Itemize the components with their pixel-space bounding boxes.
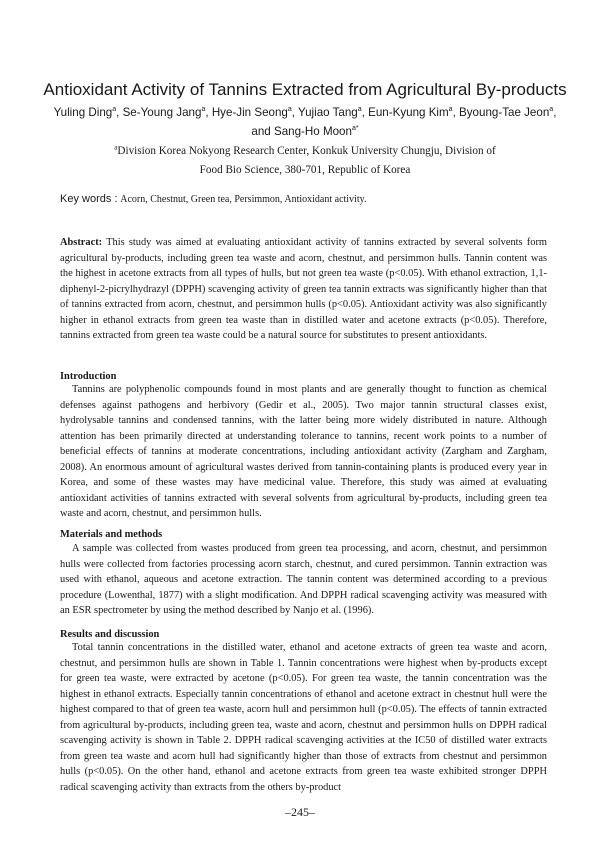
author: Hye-Jin Seong$^a$,	[211, 106, 298, 119]
author: Yuling Ding$^a$,	[53, 106, 123, 119]
author: Eun-Kyung Kim$^a$,	[368, 106, 460, 119]
abstract-text: This study was aimed at evaluating antioxidant activity of tannins extracted by several solvents form agricultural by-products, including green tea waste and acorn, chestnut, and persimmon hulls. Tannin content was the highest in acetone extracts from all types of hulls, but not green tea waste (p<0.05). With ethanol extraction, 1,1-diphenyl-2-picrylhydrazyl (DPPH) scavenging activity of green tea tannin extracts was significantly higher than that of tannins extracted from acorn, chestnut, and persimmon hulls (p<0.05). Antioxidant activity was also significantly higher in ethanol extracts from green tea waste than in distilled water and acetone extracts (p<0.05). Therefore, tannins extracted from green tea waste could be a natural source for substitutes to present antioxidants.	[60, 237, 547, 342]
keywords-text: Acorn, Chestnut, Green tea, Persimmon, Antioxidant activity.	[120, 194, 367, 205]
author: and Sang-Ho Moon$^{a*}$	[251, 125, 359, 138]
affiliation	[90, 142, 520, 180]
author-list	[40, 103, 570, 141]
author: Yujiao Tang$^a$,	[298, 106, 369, 119]
affiliation-line: Division Korea Nokyong Research Center, Konkuk University Chungju, Division of	[117, 145, 496, 157]
section-heading: Results and discussion	[60, 629, 160, 640]
section-heading: Introduction	[60, 371, 117, 382]
author: Byoung-Tae Jeon$^a$,	[459, 106, 557, 119]
methods-section	[60, 541, 547, 619]
abstract-label: Abstract:	[60, 237, 103, 248]
paper-title: Antioxidant Activity of Tannins Extracted from Agricultural By-products	[43, 80, 567, 99]
page-number: –245–	[285, 805, 315, 819]
affiliation-marker: a	[114, 143, 118, 152]
keywords	[60, 192, 366, 207]
section-heading: Materials and methods	[60, 529, 163, 540]
affiliation-line: Food Bio Science, 380-701, Republic of Korea	[199, 164, 411, 176]
keywords-label: Key words :	[60, 193, 118, 205]
author: Se-Young Jang$^a$,	[122, 106, 212, 119]
abstract	[60, 235, 547, 344]
results-text: Total tannin concentrations in the distilled water, ethanol and acetone extracts of green tea waste and acorn, chestnut, and persimmon hulls are shown in Table 1. Tannin concentrations were highest when by-products except for green tea waste, were extracted by acetone (p<0.05). For green tea waste, the tannin concentration was the highest in ethanol extracts. Especially tannin concentrations of ethanol and acetone extract in chestnut hull were the highest compared to that of green tea waste, acorn hull and persimmon hull (p<0.05). The effects of tannin extracted from agricultural by-products, including green tea, waste and acorn, chestnut and persimmon hulls on DPPH radical scavenging activity is shown in Table 2. DPPH radical scavenging activities at the IC50 of distilled water extracts from green tea waste and acorn hull had significantly higher than those of extracts from chestnut and persimmon hulls (p<0.05). On the other hand, ethanol and acetone extracts from green tea waste exhibited stronger DPPH radical scavenging activity than extracts from the others by-product	[60, 642, 547, 793]
methods-text: A sample was collected from wastes produced from green tea processing, and acorn, chestnut, and persimmon hulls were collected from factories processing acorn starch, chestnut, and cured persimmon. Tannin extraction was used with ethanol, aqueous and acetone extraction. The tannin content was determined according to a previous procedure (Lowenthal, 1877) with a slight modification. And DPPH radical scavenging activity was measured with an ESR spectrometer by using the method described by Nanjo et al. (1996).	[60, 543, 547, 617]
introduction-section	[60, 382, 547, 522]
results-section	[60, 640, 547, 795]
introduction-text: Tannins are polyphenolic compounds found in most plants and are generally thought to function as chemical defenses against pathogens and herbivory (Gedir et al., 2005). Two major tannin structural classes exist, hydrolysable tannins and condensed tannins, with the latter being more widely distributed in nature. Although attention has been primarily directed at understanding tolerance to tannins, recent work points to a number of beneficial effects of tannins at moderate concentrations, including antioxidant activity (Zargham and Zargham, 2008). An enormous amount of agricultural wastes derived from tannin-containing plants is produced every year in Korea, and some of these wastes may have medicinal value. Therefore, this study was aimed at evaluating antioxidant activities of tannins extracted with several solvents from agricultural by-products, including green tea waste and acorn, chestnut, and persimmon hulls.	[60, 384, 547, 520]
